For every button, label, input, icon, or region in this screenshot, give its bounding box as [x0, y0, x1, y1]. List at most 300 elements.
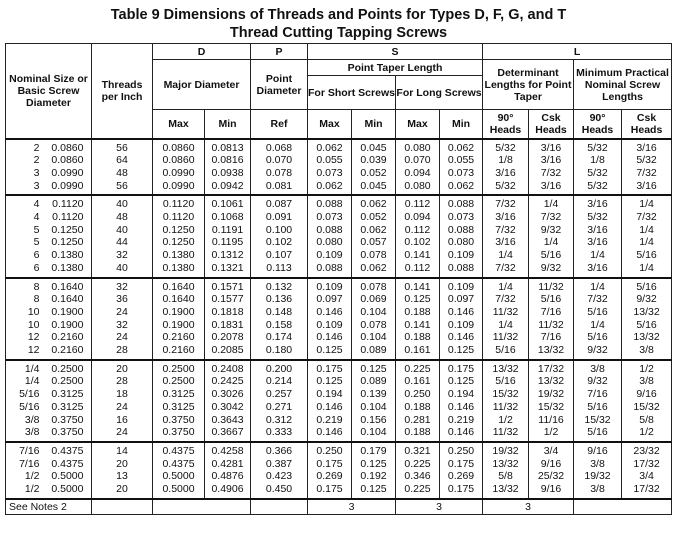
major-max-cell: 0.1120: [153, 195, 205, 211]
det-90-cell: 1/4: [483, 278, 529, 294]
threads-per-inch-cell: 20: [92, 458, 153, 471]
threads-per-inch-cell: 24: [92, 401, 153, 414]
min-90-cell: 3/16: [574, 236, 622, 249]
long-min-cell: 0.062: [440, 180, 483, 196]
nominal-size: 4: [33, 198, 40, 211]
short-max-cell: 0.073: [308, 167, 352, 180]
header-long-min: Min: [440, 110, 483, 139]
point-ref-cell: 0.148: [251, 306, 308, 319]
table-row: [6, 470, 672, 483]
major-max-cell: 0.5000: [153, 483, 205, 499]
point-ref-cell: 0.102: [251, 236, 308, 249]
nominal-size-cell: [6, 442, 92, 458]
header-long-screws: For Long Screws: [396, 76, 483, 110]
threads-per-inch-cell: 13: [92, 470, 153, 483]
long-min-cell: 0.175: [440, 360, 483, 376]
short-min-cell: 0.104: [352, 306, 396, 319]
min-csk-cell: 3/8: [622, 344, 672, 360]
table-row: [6, 442, 672, 458]
min-90-cell: 5/16: [574, 426, 622, 442]
major-max-cell: 0.3750: [153, 414, 205, 427]
point-ref-cell: 0.107: [251, 249, 308, 262]
long-max-cell: 0.141: [396, 319, 440, 332]
nominal-size: 6: [33, 249, 40, 262]
long-max-cell: 0.225: [396, 360, 440, 376]
long-max-cell: 0.141: [396, 278, 440, 294]
det-csk-cell: 1/4: [529, 236, 574, 249]
point-ref-cell: 0.132: [251, 278, 308, 294]
nominal-size: 7/16: [19, 457, 40, 470]
threads-per-inch-cell: 20: [92, 483, 153, 499]
table-row: [6, 401, 672, 414]
notes-cell: [6, 499, 92, 515]
threads-per-inch-cell: 28: [92, 344, 153, 360]
min-csk-cell: 7/32: [622, 211, 672, 224]
header-short-screws: For Short Screws: [308, 76, 396, 110]
short-max-cell: 0.088: [308, 195, 352, 211]
long-min-cell: 0.125: [440, 344, 483, 360]
major-min-cell: 0.4876: [205, 470, 251, 483]
header-long-max: Max: [396, 110, 440, 139]
table-row: [6, 360, 672, 376]
point-ref-cell: 0.081: [251, 180, 308, 196]
threads-per-inch-cell: 24: [92, 426, 153, 442]
major-max-cell: 0.3125: [153, 388, 205, 401]
long-min-cell: 0.088: [440, 195, 483, 211]
min-csk-cell: 3/8: [622, 375, 672, 388]
short-min-cell: 0.089: [352, 375, 396, 388]
short-max-cell: 0.250: [308, 442, 352, 458]
short-min-cell: 0.052: [352, 167, 396, 180]
size-group: [6, 195, 672, 277]
major-max-cell: 0.1380: [153, 262, 205, 278]
long-max-cell: 0.225: [396, 458, 440, 471]
det-90-cell: 5/32: [483, 139, 529, 155]
min-csk-cell: 15/32: [622, 401, 672, 414]
nominal-size: 3/8: [24, 426, 40, 439]
nominal-size-cell: [6, 388, 92, 401]
point-ref-cell: 0.450: [251, 483, 308, 499]
major-max-cell: 0.2500: [153, 375, 205, 388]
major-max-cell: 0.3750: [153, 426, 205, 442]
nominal-size-cell: [6, 278, 92, 294]
long-min-cell: 0.175: [440, 458, 483, 471]
short-min-cell: 0.039: [352, 154, 396, 167]
basic-diameter: 0.1900: [51, 305, 84, 318]
long-max-cell: 0.188: [396, 306, 440, 319]
min-90-cell: 1/4: [574, 319, 622, 332]
nominal-size-cell: [6, 458, 92, 471]
det-csk-cell: 5/16: [529, 293, 574, 306]
major-min-cell: 0.1061: [205, 195, 251, 211]
min-90-cell: 19/32: [574, 470, 622, 483]
basic-diameter: 0.1380: [51, 249, 84, 262]
min-90-cell: 9/32: [574, 344, 622, 360]
nominal-size-cell: [6, 319, 92, 332]
threads-per-inch-cell: 32: [92, 319, 153, 332]
threads-per-inch-cell: 36: [92, 293, 153, 306]
threads-per-inch-cell: 40: [92, 224, 153, 237]
header-det-csk: Csk Heads: [529, 110, 574, 139]
det-90-cell: 7/32: [483, 262, 529, 278]
basic-diameter: 0.1250: [51, 223, 84, 236]
long-min-cell: 0.146: [440, 306, 483, 319]
table-row: [6, 319, 672, 332]
long-max-cell: 0.094: [396, 167, 440, 180]
major-max-cell: 0.0990: [153, 167, 205, 180]
det-csk-cell: 7/16: [529, 331, 574, 344]
table-row: [6, 262, 672, 278]
threads-per-inch-cell: 48: [92, 211, 153, 224]
short-max-cell: 0.146: [308, 426, 352, 442]
basic-diameter: 0.1250: [51, 236, 84, 249]
table-row: [6, 293, 672, 306]
det-90-cell: 7/32: [483, 293, 529, 306]
notes-label: See Notes: [9, 500, 59, 513]
major-min-cell: 0.1068: [205, 211, 251, 224]
size-group: [6, 442, 672, 499]
min-90-cell: 7/16: [574, 388, 622, 401]
nominal-size-cell: [6, 344, 92, 360]
major-max-cell: 0.1250: [153, 236, 205, 249]
table-header: [6, 44, 672, 139]
short-max-cell: 0.073: [308, 211, 352, 224]
det-csk-cell: 11/32: [529, 278, 574, 294]
table-row: [6, 483, 672, 499]
table-row: [6, 224, 672, 237]
table-row: [6, 278, 672, 294]
det-csk-cell: 1/4: [529, 195, 574, 211]
long-max-cell: 0.321: [396, 442, 440, 458]
long-min-cell: 0.080: [440, 236, 483, 249]
det-90-cell: 11/32: [483, 331, 529, 344]
short-min-cell: 0.078: [352, 278, 396, 294]
major-min-cell: 0.1312: [205, 249, 251, 262]
nominal-size-cell: [6, 470, 92, 483]
short-min-cell: 0.156: [352, 414, 396, 427]
long-max-cell: 0.112: [396, 262, 440, 278]
short-min-cell: 0.052: [352, 211, 396, 224]
major-min-cell: 0.3026: [205, 388, 251, 401]
nominal-size-cell: [6, 360, 92, 376]
table-row: [6, 236, 672, 249]
nominal-size-cell: [6, 483, 92, 499]
threads-per-inch-cell: 40: [92, 262, 153, 278]
nominal-size-cell: [6, 139, 92, 155]
nominal-size: 8: [33, 280, 40, 293]
long-min-cell: 0.146: [440, 331, 483, 344]
major-max-cell: 0.0860: [153, 154, 205, 167]
long-max-cell: 0.070: [396, 154, 440, 167]
major-min-cell: 0.1321: [205, 262, 251, 278]
min-90-cell: 9/16: [574, 442, 622, 458]
nominal-size: 5: [33, 236, 40, 249]
long-min-cell: 0.219: [440, 414, 483, 427]
min-csk-cell: 3/16: [622, 139, 672, 155]
short-max-cell: 0.109: [308, 278, 352, 294]
min-csk-cell: 1/4: [622, 195, 672, 211]
min-csk-cell: 5/32: [622, 154, 672, 167]
size-group: [6, 360, 672, 442]
det-90-cell: 13/32: [483, 483, 529, 499]
long-max-cell: 0.161: [396, 344, 440, 360]
long-max-cell: 0.125: [396, 293, 440, 306]
notes-empty: [574, 499, 672, 515]
long-min-cell: 0.194: [440, 388, 483, 401]
major-min-cell: 0.4281: [205, 458, 251, 471]
basic-diameter: 0.1120: [52, 211, 84, 224]
header-point-diameter: Point Diameter: [251, 60, 308, 110]
basic-diameter: 0.2500: [51, 362, 84, 375]
det-csk-cell: 13/32: [529, 344, 574, 360]
short-min-cell: 0.045: [352, 180, 396, 196]
nominal-size-cell: [6, 224, 92, 237]
min-90-cell: 15/32: [574, 414, 622, 427]
table-row: [6, 180, 672, 196]
long-max-cell: 0.346: [396, 470, 440, 483]
min-90-cell: 3/16: [574, 262, 622, 278]
det-90-cell: 7/32: [483, 224, 529, 237]
header-p: P: [251, 44, 308, 60]
basic-diameter: 0.1640: [51, 280, 84, 293]
det-csk-cell: 9/32: [529, 224, 574, 237]
point-ref-cell: 0.423: [251, 470, 308, 483]
det-90-cell: 11/32: [483, 401, 529, 414]
short-max-cell: 0.088: [308, 262, 352, 278]
det-90-cell: 5/16: [483, 375, 529, 388]
threads-per-inch-cell: 14: [92, 442, 153, 458]
point-ref-cell: 0.214: [251, 375, 308, 388]
header-s: S: [308, 44, 483, 60]
long-max-cell: 0.102: [396, 236, 440, 249]
det-csk-cell: 5/16: [529, 249, 574, 262]
det-csk-cell: 3/4: [529, 442, 574, 458]
min-90-cell: 5/32: [574, 167, 622, 180]
min-90-cell: 1/4: [574, 249, 622, 262]
long-max-cell: 0.225: [396, 483, 440, 499]
nominal-size: 6: [33, 261, 40, 274]
table-row: [6, 195, 672, 211]
det-90-cell: 7/32: [483, 195, 529, 211]
threads-per-inch-cell: 24: [92, 306, 153, 319]
table-row: [6, 414, 672, 427]
basic-diameter: 0.0860: [51, 141, 84, 154]
point-ref-cell: 0.068: [251, 139, 308, 155]
long-min-cell: 0.109: [440, 249, 483, 262]
major-max-cell: 0.1380: [153, 249, 205, 262]
table-row: [6, 154, 672, 167]
table-row: [6, 167, 672, 180]
major-min-cell: 0.1831: [205, 319, 251, 332]
notes-short: 3: [308, 499, 396, 515]
long-min-cell: 0.146: [440, 401, 483, 414]
point-ref-cell: 0.158: [251, 319, 308, 332]
det-csk-cell: 19/32: [529, 388, 574, 401]
point-ref-cell: 0.087: [251, 195, 308, 211]
short-max-cell: 0.175: [308, 458, 352, 471]
notes-empty: [153, 499, 251, 515]
short-min-cell: 0.125: [352, 458, 396, 471]
long-max-cell: 0.188: [396, 426, 440, 442]
det-90-cell: 15/32: [483, 388, 529, 401]
nominal-size: 3/8: [24, 413, 40, 426]
major-max-cell: 0.3125: [153, 401, 205, 414]
table-row: [6, 375, 672, 388]
long-min-cell: 0.125: [440, 375, 483, 388]
det-90-cell: 3/16: [483, 167, 529, 180]
nominal-size: 10: [27, 305, 40, 318]
short-min-cell: 0.062: [352, 262, 396, 278]
min-90-cell: 5/16: [574, 401, 622, 414]
major-max-cell: 0.1900: [153, 306, 205, 319]
short-min-cell: 0.057: [352, 236, 396, 249]
short-max-cell: 0.109: [308, 249, 352, 262]
nominal-size-cell: [6, 154, 92, 167]
major-min-cell: 0.1818: [205, 306, 251, 319]
header-short-min: Min: [352, 110, 396, 139]
major-min-cell: 0.1195: [205, 236, 251, 249]
nominal-size-cell: [6, 414, 92, 427]
short-min-cell: 0.125: [352, 360, 396, 376]
min-csk-cell: 1/4: [622, 236, 672, 249]
short-min-cell: 0.104: [352, 331, 396, 344]
short-max-cell: 0.062: [308, 180, 352, 196]
nominal-size: 2: [33, 154, 40, 167]
short-max-cell: 0.088: [308, 224, 352, 237]
header-det-90: 90° Heads: [483, 110, 529, 139]
long-min-cell: 0.097: [440, 293, 483, 306]
min-csk-cell: 5/16: [622, 319, 672, 332]
det-csk-cell: 15/32: [529, 401, 574, 414]
basic-diameter: 0.1120: [52, 198, 84, 211]
short-min-cell: 0.078: [352, 319, 396, 332]
point-ref-cell: 0.257: [251, 388, 308, 401]
major-max-cell: 0.0990: [153, 180, 205, 196]
long-max-cell: 0.141: [396, 249, 440, 262]
major-max-cell: 0.1120: [153, 211, 205, 224]
det-90-cell: 13/32: [483, 458, 529, 471]
det-90-cell: 19/32: [483, 442, 529, 458]
min-90-cell: 3/16: [574, 224, 622, 237]
short-max-cell: 0.269: [308, 470, 352, 483]
table-title: [0, 6, 677, 42]
major-min-cell: 0.1571: [205, 278, 251, 294]
min-csk-cell: 5/16: [622, 249, 672, 262]
threads-per-inch-cell: 64: [92, 154, 153, 167]
table-row: [6, 426, 672, 442]
det-csk-cell: 11/16: [529, 414, 574, 427]
short-max-cell: 0.055: [308, 154, 352, 167]
min-90-cell: 3/8: [574, 483, 622, 499]
basic-diameter: 0.3750: [51, 426, 84, 439]
basic-diameter: 0.3125: [51, 400, 84, 413]
notes-section: [6, 499, 672, 515]
header-l: L: [483, 44, 672, 60]
det-csk-cell: 7/32: [529, 167, 574, 180]
min-90-cell: 5/32: [574, 139, 622, 155]
major-min-cell: 0.0816: [205, 154, 251, 167]
min-csk-cell: 9/16: [622, 388, 672, 401]
min-csk-cell: 13/32: [622, 306, 672, 319]
nominal-size: 3: [33, 166, 40, 179]
min-90-cell: 7/32: [574, 293, 622, 306]
short-max-cell: 0.080: [308, 236, 352, 249]
major-max-cell: 0.4375: [153, 458, 205, 471]
min-90-cell: 9/32: [574, 375, 622, 388]
det-90-cell: 5/16: [483, 344, 529, 360]
header-threads: Threads per Inch: [92, 44, 153, 139]
nominal-size-cell: [6, 211, 92, 224]
nominal-size-cell: [6, 236, 92, 249]
notes-nominal: 2: [60, 500, 67, 513]
short-min-cell: 0.089: [352, 344, 396, 360]
det-90-cell: 11/32: [483, 306, 529, 319]
header-determinant-lengths: Determinant Lengths for Point Taper: [483, 60, 574, 110]
header-p-ref: Ref: [251, 110, 308, 139]
basic-diameter: 0.5000: [51, 470, 84, 483]
threads-per-inch-cell: 56: [92, 180, 153, 196]
basic-diameter: 0.1900: [51, 318, 84, 331]
major-max-cell: 0.2160: [153, 331, 205, 344]
nominal-size: 1/4: [24, 375, 40, 388]
table-row: [6, 249, 672, 262]
long-min-cell: 0.146: [440, 426, 483, 442]
major-min-cell: 0.2085: [205, 344, 251, 360]
long-max-cell: 0.161: [396, 375, 440, 388]
basic-diameter: 0.0990: [51, 166, 84, 179]
short-max-cell: 0.109: [308, 319, 352, 332]
det-90-cell: 1/4: [483, 249, 529, 262]
nominal-size: 5: [33, 223, 40, 236]
thread-dimensions-table: [5, 43, 672, 515]
nominal-size: 1/4: [24, 362, 40, 375]
header-min-csk: Csk Heads: [622, 110, 672, 139]
nominal-size-cell: [6, 195, 92, 211]
point-ref-cell: 0.091: [251, 211, 308, 224]
threads-per-inch-cell: 40: [92, 195, 153, 211]
table-row: [6, 344, 672, 360]
table-row: [6, 458, 672, 471]
threads-per-inch-cell: 56: [92, 139, 153, 155]
long-max-cell: 0.112: [396, 195, 440, 211]
major-min-cell: 0.4258: [205, 442, 251, 458]
short-max-cell: 0.062: [308, 139, 352, 155]
major-min-cell: 0.0813: [205, 139, 251, 155]
header-short-max: Max: [308, 110, 352, 139]
long-min-cell: 0.109: [440, 319, 483, 332]
major-max-cell: 0.1640: [153, 293, 205, 306]
basic-diameter: 0.2160: [51, 331, 84, 344]
short-max-cell: 0.125: [308, 344, 352, 360]
long-min-cell: 0.055: [440, 154, 483, 167]
min-csk-cell: 17/32: [622, 458, 672, 471]
min-csk-cell: 7/32: [622, 167, 672, 180]
notes-empty: [92, 499, 153, 515]
point-ref-cell: 0.366: [251, 442, 308, 458]
min-csk-cell: 17/32: [622, 483, 672, 499]
threads-per-inch-cell: 16: [92, 414, 153, 427]
major-min-cell: 0.2078: [205, 331, 251, 344]
table-row: [6, 211, 672, 224]
basic-diameter: 0.1380: [51, 261, 84, 274]
basic-diameter: 0.1640: [51, 293, 84, 306]
det-90-cell: 1/8: [483, 154, 529, 167]
header-point-taper-length: Point Taper Length: [308, 60, 483, 76]
notes-empty: [251, 499, 308, 515]
det-csk-cell: 13/32: [529, 375, 574, 388]
min-csk-cell: 13/32: [622, 331, 672, 344]
point-ref-cell: 0.333: [251, 426, 308, 442]
